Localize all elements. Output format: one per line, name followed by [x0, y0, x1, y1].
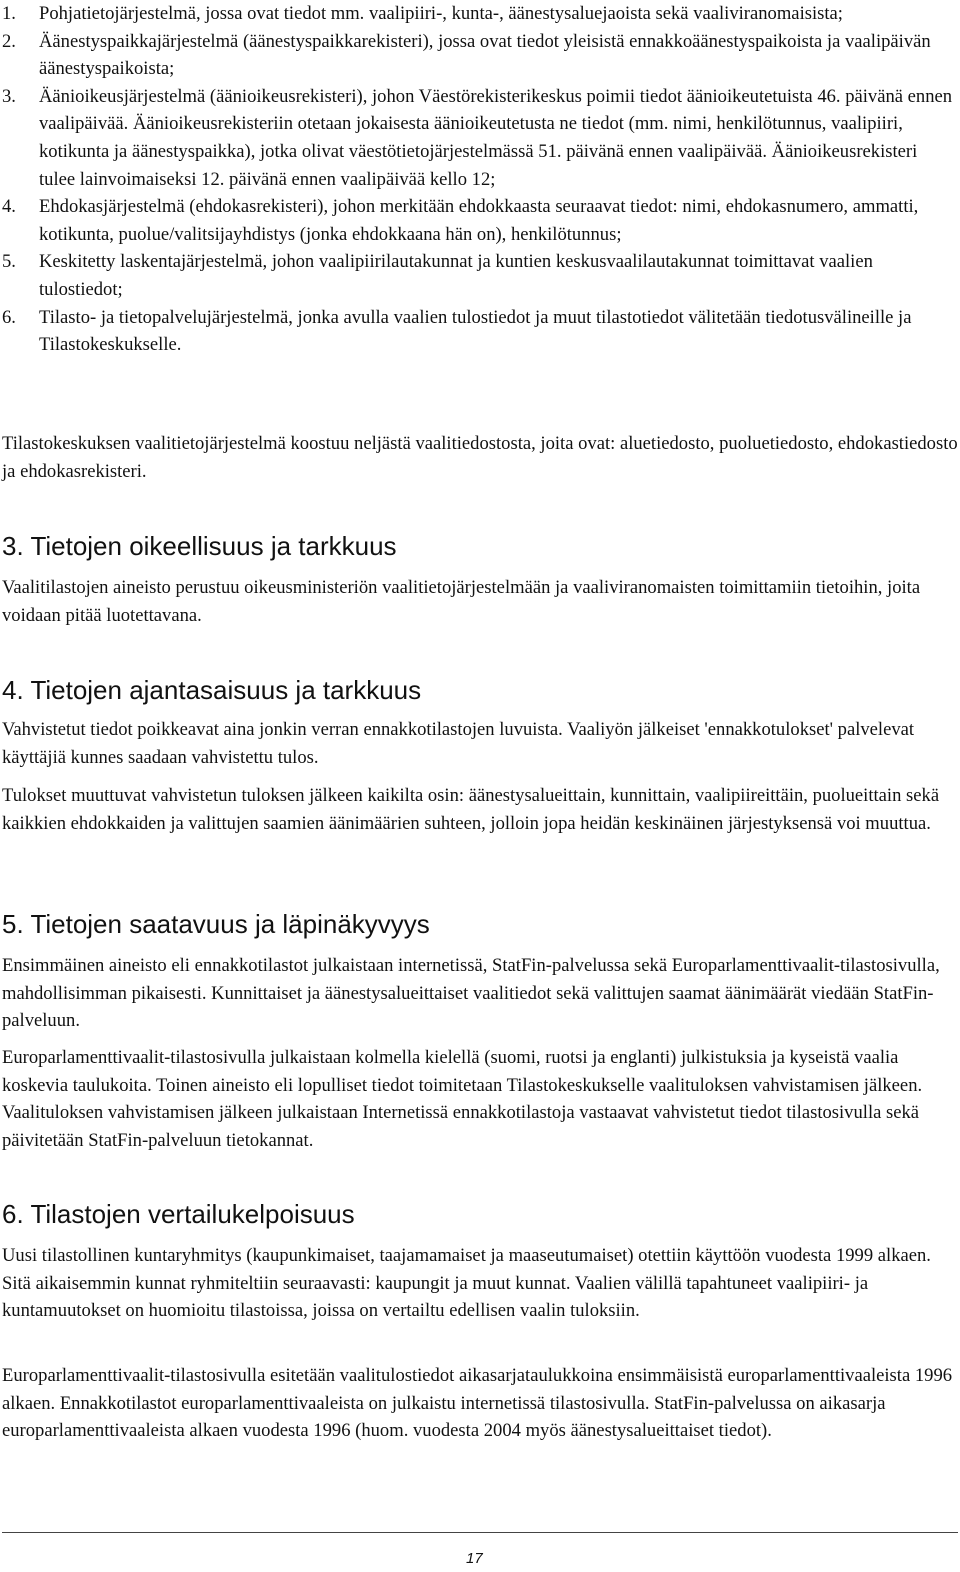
list-number: 1. — [2, 3, 16, 24]
section-paragraph: Tulokset muuttuvat vahvistetun tuloksen jälkeen kaikilta osin: äänestysalueittain, kunnittain, vaalipiireittäin, puolueittain sekä kaikkien ehdokkaiden ja valittujen saamien äänimäärien suhteen, jolloin jopa heidän keskinäinen järjestyksensä voi muuttua. — [2, 785, 940, 834]
list-number: 6. — [2, 306, 16, 328]
list-item — [2, 83, 958, 193]
list-text: Äänioikeusjärjestelmä (äänioikeusrekisteri), johon Väestörekisterikeskus poimii tiedot äänioikeutetuista 46. päivänä ennen vaalipäivää. Äänioikeusrekisteriin otetaan jokaisesta äänioikeutetusta ne tiedot (mm. nimi, henkilötunnus, vaalipiiri, kotikunta ja äänestyspaikka), jotka olivat väestötietojärjestelmässä 51. päivänä ennen vaalipäivää. Äänioikeusrekisteri tulee lainvoimaiseksi 12. päivänä ennen vaalipäivää kello 12; — [39, 85, 953, 190]
system-list — [2, 0, 958, 359]
section-paragraph: Europarlamenttivaalit-tilastosivulla julkaistaan kolmella kielellä (suomi, ruotsi ja englanti) julkistuksia ja kyseistä vaalia koskevia taulukoita. Toinen aineisto eli lopulliset tiedot toimitetaan Tilastokeskukselle vaalituloksen vahvistamisen jälkeen. Vaalituloksen vahvistamisen jälkeen julkaistaan Internetissä ennakkotilastoja vastaavat vahvistetut tiedot tilastosivulla sekä päivitetään StatFin-palveluun tietokannat. — [2, 1047, 923, 1151]
section-heading-comparability: 6. Tilastojen vertailukelpoisuus — [2, 1199, 355, 1229]
section-paragraph: Vaalitilastojen aineisto perustuu oikeusministeriön vaalitietojärjestelmään ja vaaliviranomaisten toimittamiin tietoihin, joita voidaan pitää luotettavana. — [2, 577, 921, 626]
page-number: 17 — [466, 1550, 483, 1567]
footer-divider — [2, 1532, 958, 1533]
list-number: 4. — [2, 196, 16, 218]
list-number: 5. — [2, 251, 16, 273]
list-item — [2, 28, 958, 83]
list-item — [2, 304, 958, 359]
list-text: Äänestyspaikkajärjestelmä (äänestyspaikkarekisteri), jossa ovat tiedot yleisistä ennakkoäänestyspaikoista ja vaalipäivän äänestyspaikoista; — [39, 30, 931, 80]
section-paragraph: Uusi tilastollinen kuntaryhmitys (kaupunkimaiset, taajamamaiset ja maaseutumaiset) otettiin käyttöön vuodesta 1999 alkaen. Sitä aikaisemmin kunnat ryhmiteltiin seuraavasti: kaupungit ja muut kunnat. Vaalien välillä tapahtuneet vaalipiiri- ja kuntamuutokset on huomioitu tilastoissa, joissa on vertailtu edellisen vaalin tuloksiin. — [2, 1245, 931, 1322]
section-heading-accuracy: 3. Tietojen oikeellisuus ja tarkkuus — [2, 531, 397, 561]
list-text: Pohjatietojärjestelmä, jossa ovat tiedot mm. vaalipiiri-, kunta-, äänestysaluejaoista sekä vaaliviranomaisista; — [39, 3, 843, 24]
section-heading-timeliness: 4. Tietojen ajantasaisuus ja tarkkuus — [2, 675, 422, 705]
list-text: Ehdokasjärjestelmä (ehdokasrekisteri), johon merkitään ehdokkaasta seuraavat tiedot: nimi, ehdokasnumero, ammatti, kotikunta, puolue/valitsijayhdistys (jonka ehdokkaana hän on), henkilötunnus; — [39, 196, 919, 245]
section-heading-availability: 5. Tietojen saatavuus ja läpinäkyvyys — [2, 909, 430, 939]
list-text: Tilasto- ja tietopalvelujärjestelmä, jonka avulla vaalien tulostiedot ja muut tilastotiedot välitetään tiedotusvälineille ja Tilastokeskukselle. — [39, 306, 912, 356]
section-paragraph: Ensimmäinen aineisto eli ennakkotilastot julkaistaan internetissä, StatFin-palvelussa sekä Europarlamenttivaalit-tilastosivulla, mahdollisimman pikaisesti. Kunnittaiset ja äänestysalueittaiset vaalitiedot sekä valittujen saamat äänimäärät viedään StatFin-palveluun. — [2, 955, 940, 1032]
intro-paragraph: Tilastokeskuksen vaalitietojärjestelmä koostuu neljästä vaalitiedostosta, joita ovat: aluetiedosto, puoluetiedosto, ehdokastiedosto ja ehdokasrekisteri. — [2, 433, 958, 482]
section-paragraph: Vahvistetut tiedot poikkeavat aina jonkin verran ennakkotilastojen luvuista. Vaaliyön jälkeiset 'ennakkotulokset' palvelevat käyttäjiä kunnes saadaan vahvistettu tulos. — [2, 719, 915, 768]
list-item — [2, 248, 958, 303]
list-number: 2. — [2, 30, 16, 52]
list-item — [2, 0, 958, 28]
list-item — [2, 193, 958, 248]
section-paragraph: Europarlamenttivaalit-tilastosivulla esitetään vaalitulostiedot aikasarjataulukkoina ensimmäisistä europarlamenttivaaleista 1996 alkaen. Ennakkotilastot europarlamenttivaaleista on julkaistu internetissä tilastosivulla. StatFin-palvelussa on aikasarja europarlamenttivaaleista alkaen vuodesta 1996 (huom. vuodesta 2004 myös äänestysalueittaiset tiedot). — [2, 1365, 953, 1442]
list-number: 3. — [2, 85, 16, 107]
list-text: Keskitetty laskentajärjestelmä, johon vaalipiirilautakunnat ja kuntien keskusvaalilautakunnat toimittavat vaalien tulostiedot; — [39, 251, 873, 300]
